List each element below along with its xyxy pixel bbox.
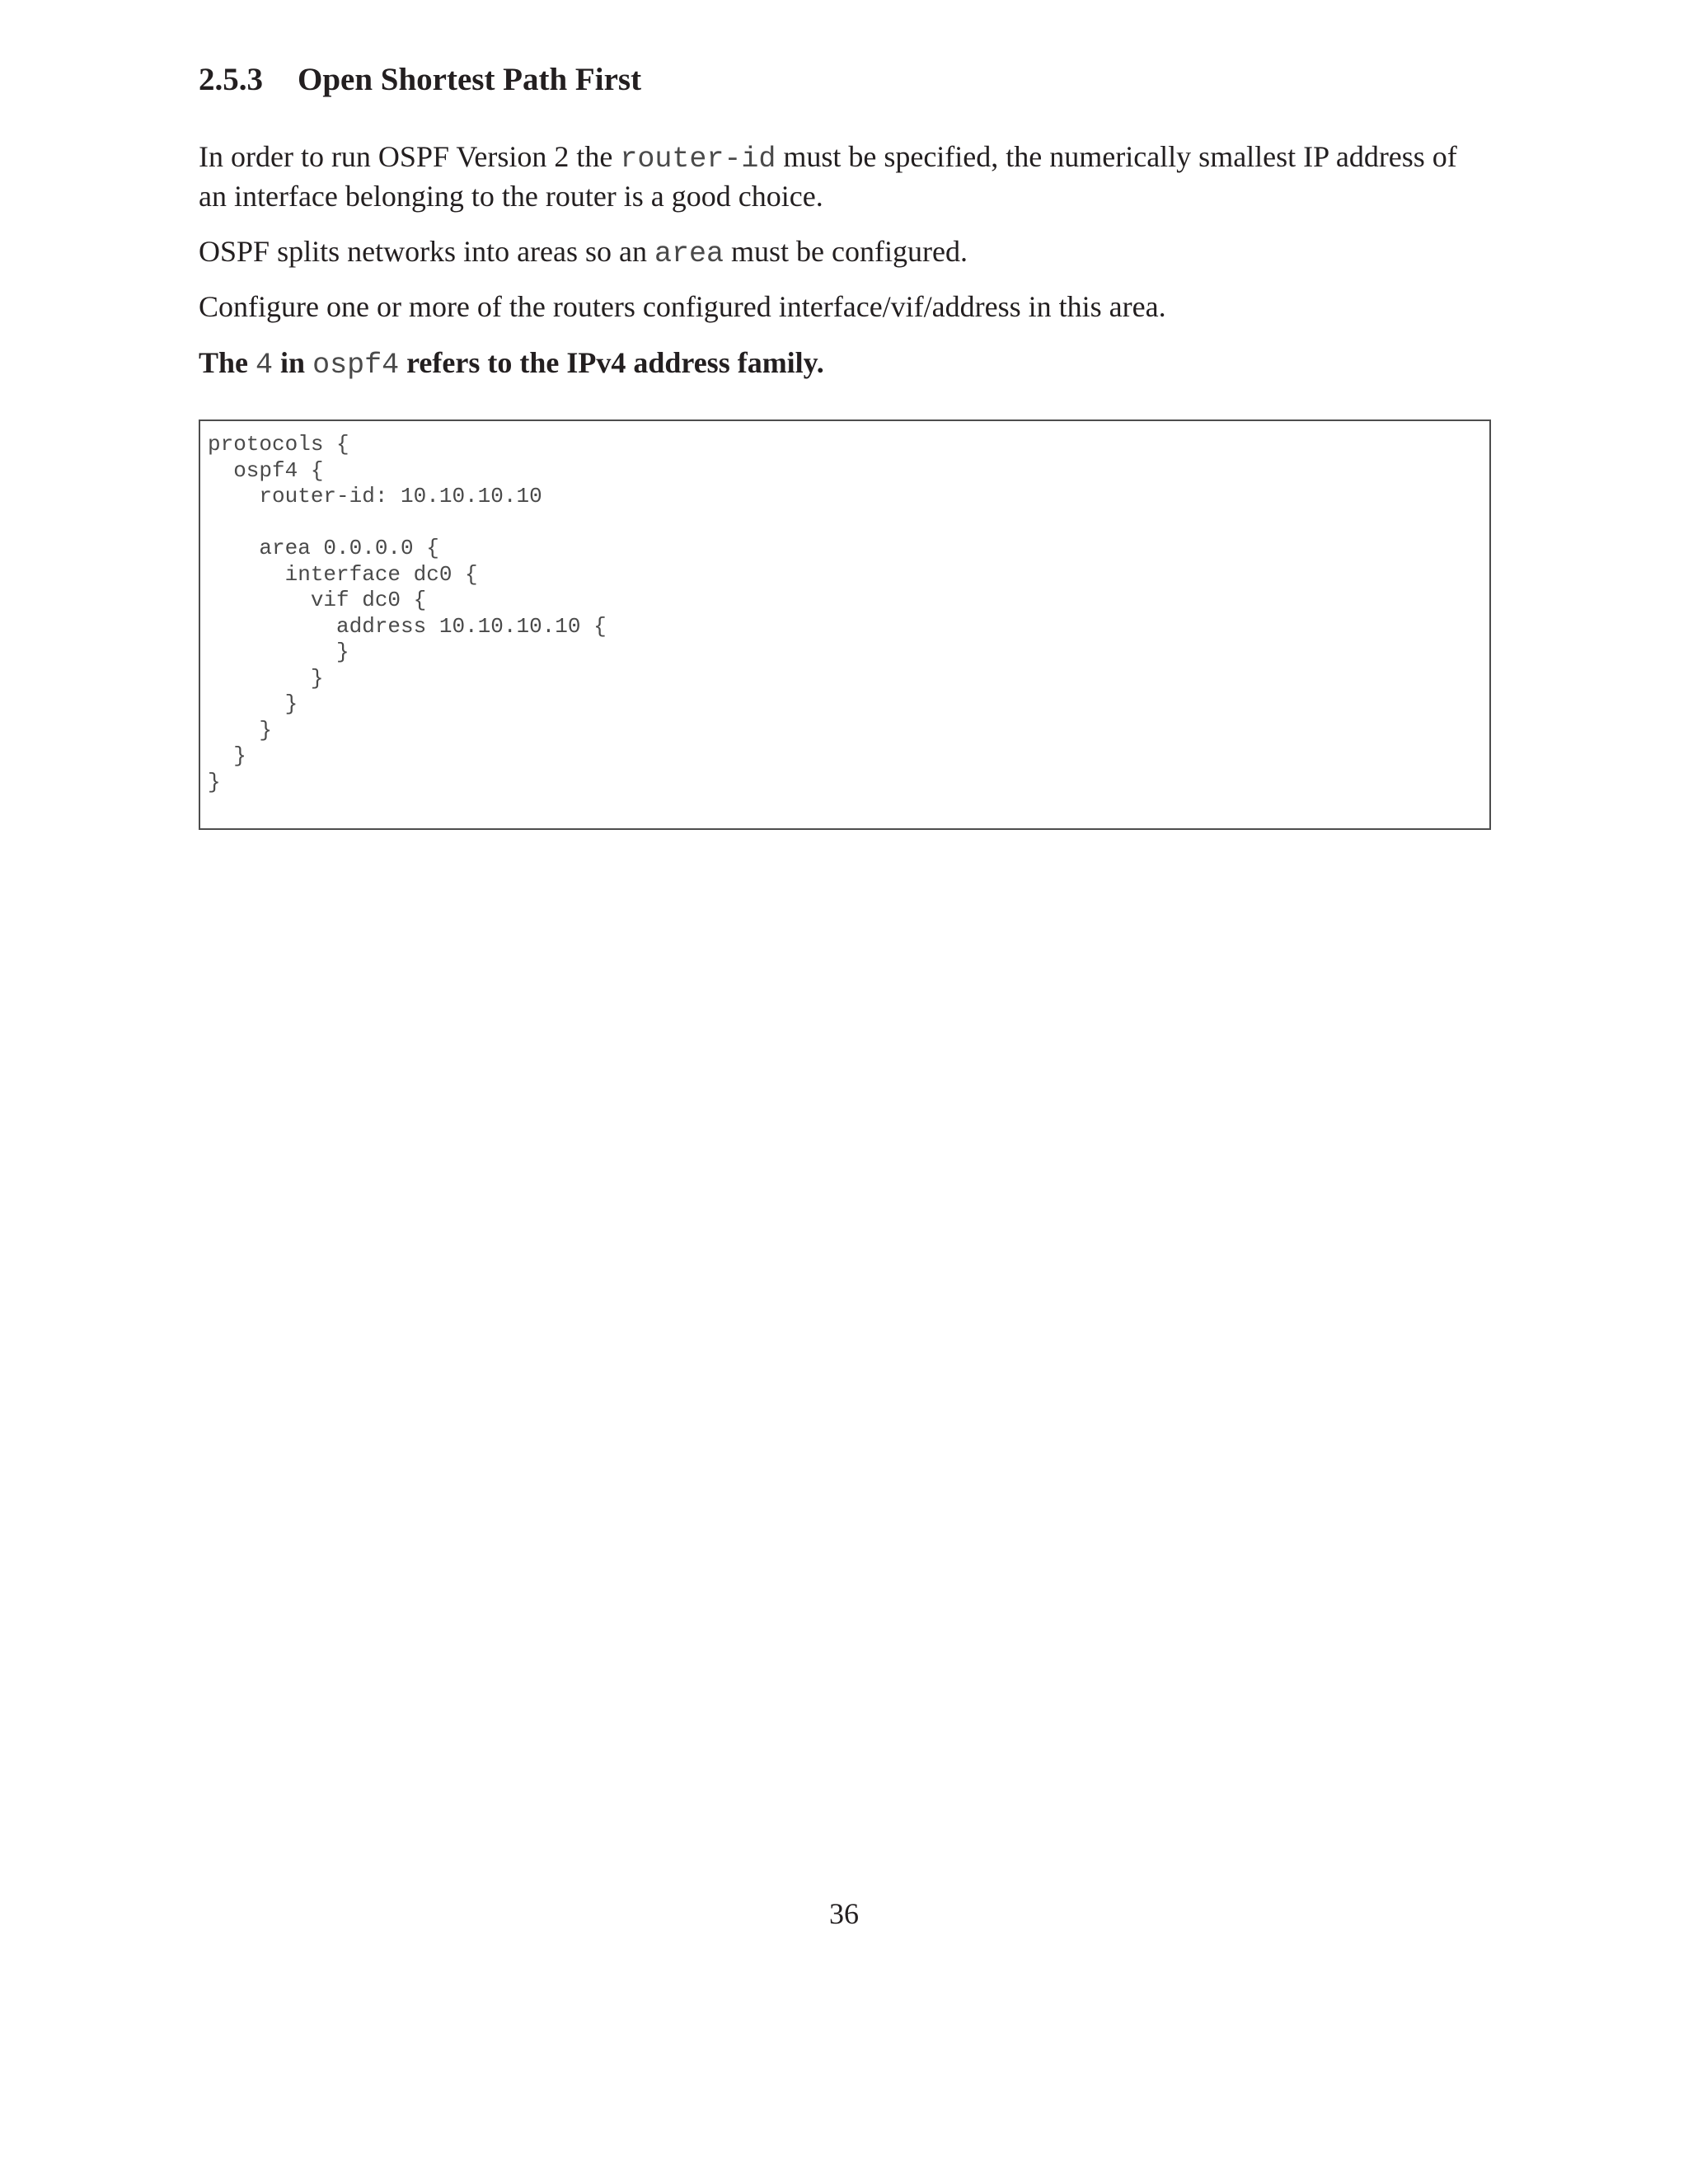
p2-code-area: area: [654, 237, 724, 270]
p4-text-1: The: [199, 346, 256, 379]
p2-text-before: OSPF splits networks into areas so an: [199, 235, 654, 268]
p4-text-2: in: [273, 346, 313, 379]
paragraph-area: [199, 233, 1491, 273]
p2-text-after: must be configured.: [724, 235, 968, 268]
p4-code-ospf4: ospf4: [312, 349, 400, 382]
code-block-content: protocols { ospf4 { router-id: 10.10.10.10 area 0.0.0.0 { interface dc0 { vif dc0 { address 10.10.10.10 { } } } } } }: [208, 432, 607, 794]
paragraph-configure: Configure one or more of the routers configured interface/vif/address in this area.: [199, 290, 1166, 323]
p1-text-after: must be specified, the numerically smallest IP address of an interface belonging to the router is a good choice.: [199, 140, 1457, 213]
p4-text-3: refers to the IPv4 address family.: [399, 346, 824, 379]
section-number: 2.5.3: [199, 62, 263, 97]
code-block: [199, 419, 1491, 830]
p4-code-4: 4: [256, 349, 274, 382]
p1-code-router-id: router-id: [620, 143, 776, 176]
section-heading: [199, 59, 641, 101]
paragraph-router-id: [199, 138, 1491, 215]
section-title: Open Shortest Path First: [298, 62, 642, 97]
p1-text-before: In order to run OSPF Version 2 the: [199, 140, 621, 173]
page-number: 36: [829, 1897, 859, 1930]
paragraph-ipv4-note: [199, 344, 1491, 384]
